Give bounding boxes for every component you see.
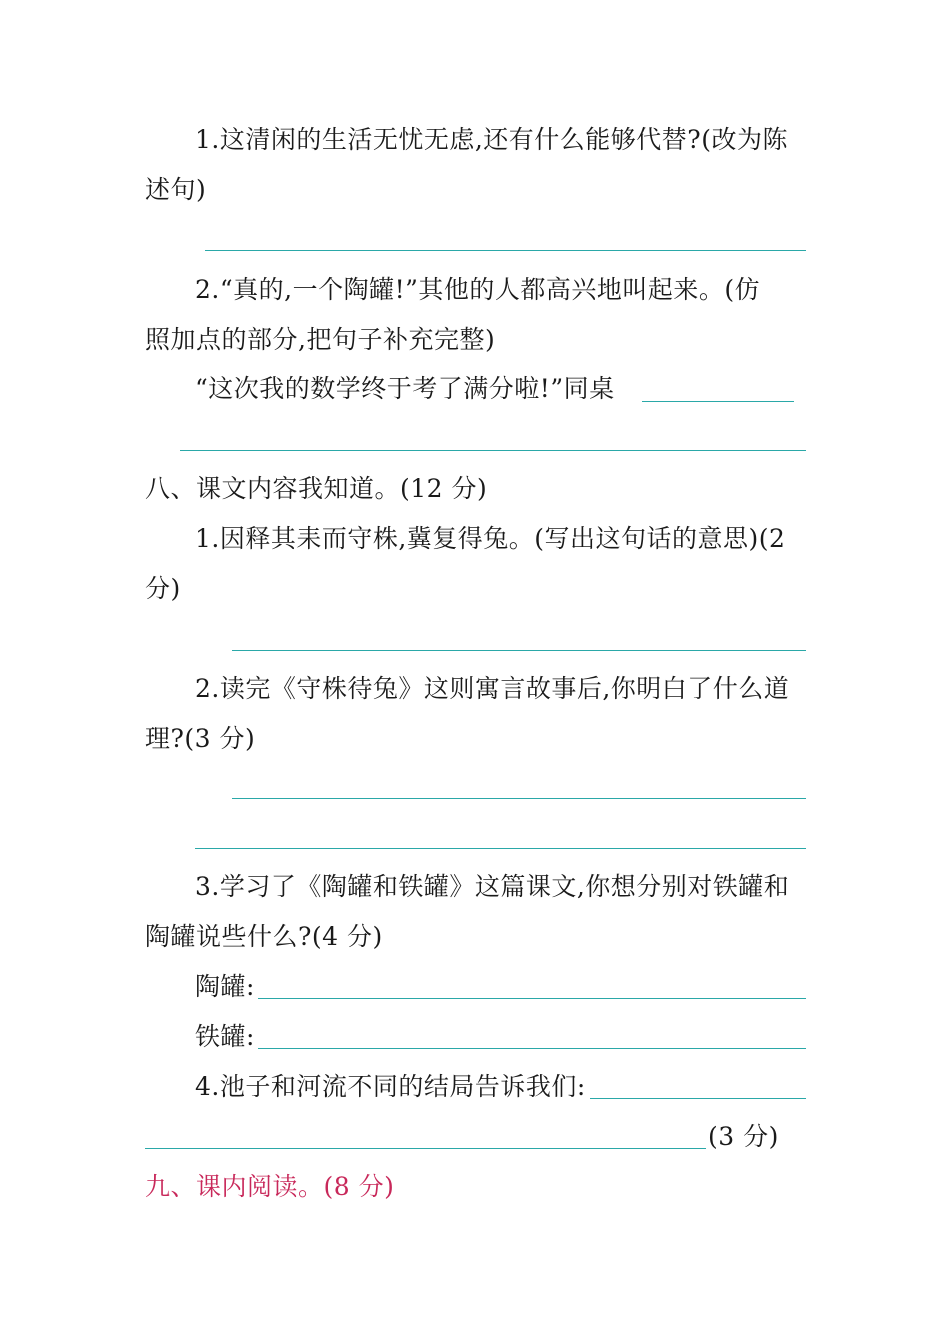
- s8-item3-tieguan-answer-line[interactable]: [258, 1048, 806, 1049]
- q7-item2-line1: 2.“真的,一个陶罐!”其他的人都高兴地叫起来。(仿: [195, 275, 761, 304]
- s8-item1-line2: 分): [145, 574, 181, 603]
- section-9-title: 九、课内阅读。(8 分): [145, 1172, 395, 1201]
- s8-item4-inline-answer-line[interactable]: [590, 1098, 806, 1099]
- section-8-title: 八、课文内容我知道。(12 分): [145, 474, 488, 503]
- s8-item3-label-taoguan: 陶罐:: [195, 972, 255, 1001]
- q7-item1-line1: 1.这清闲的生活无忧无虑,还有什么能够代替?(改为陈: [195, 125, 788, 154]
- q7-item2-line2: 照加点的部分,把句子补充完整): [145, 325, 496, 354]
- s8-item3-label-tieguan: 铁罐:: [195, 1022, 255, 1051]
- q7-item1-line2: 述句): [145, 175, 207, 204]
- s8-item2-answer-line-1[interactable]: [232, 798, 806, 799]
- q7-item2-answer-line[interactable]: [180, 450, 806, 451]
- s8-item1-line1: 1.因释其耒而守株,冀复得兔。(写出这句话的意思)(2: [195, 524, 786, 553]
- q7-item2-inline-answer-line[interactable]: [642, 401, 794, 402]
- s8-item3-line2: 陶罐说些什么?(4 分): [145, 922, 383, 951]
- q7-item2-prompt: “这次我的数学终于考了满分啦!”同桌: [195, 374, 615, 403]
- s8-item4-score: (3 分): [708, 1122, 779, 1151]
- q7-item1-answer-line[interactable]: [205, 250, 806, 251]
- s8-item3-line1: 3.学习了《陶罐和铁罐》这篇课文,你想分别对铁罐和: [195, 872, 790, 901]
- s8-item2-line1: 2.读完《守株待兔》这则寓言故事后,你明白了什么道: [195, 674, 790, 703]
- s8-item1-answer-line[interactable]: [232, 650, 806, 651]
- s8-item3-taoguan-answer-line[interactable]: [258, 998, 806, 999]
- s8-item4-answer-line[interactable]: [145, 1148, 706, 1149]
- s8-item2-answer-line-2[interactable]: [195, 848, 806, 849]
- s8-item2-line2: 理?(3 分): [145, 724, 256, 753]
- s8-item4-line1: 4.池子和河流不同的结局告诉我们:: [195, 1072, 586, 1101]
